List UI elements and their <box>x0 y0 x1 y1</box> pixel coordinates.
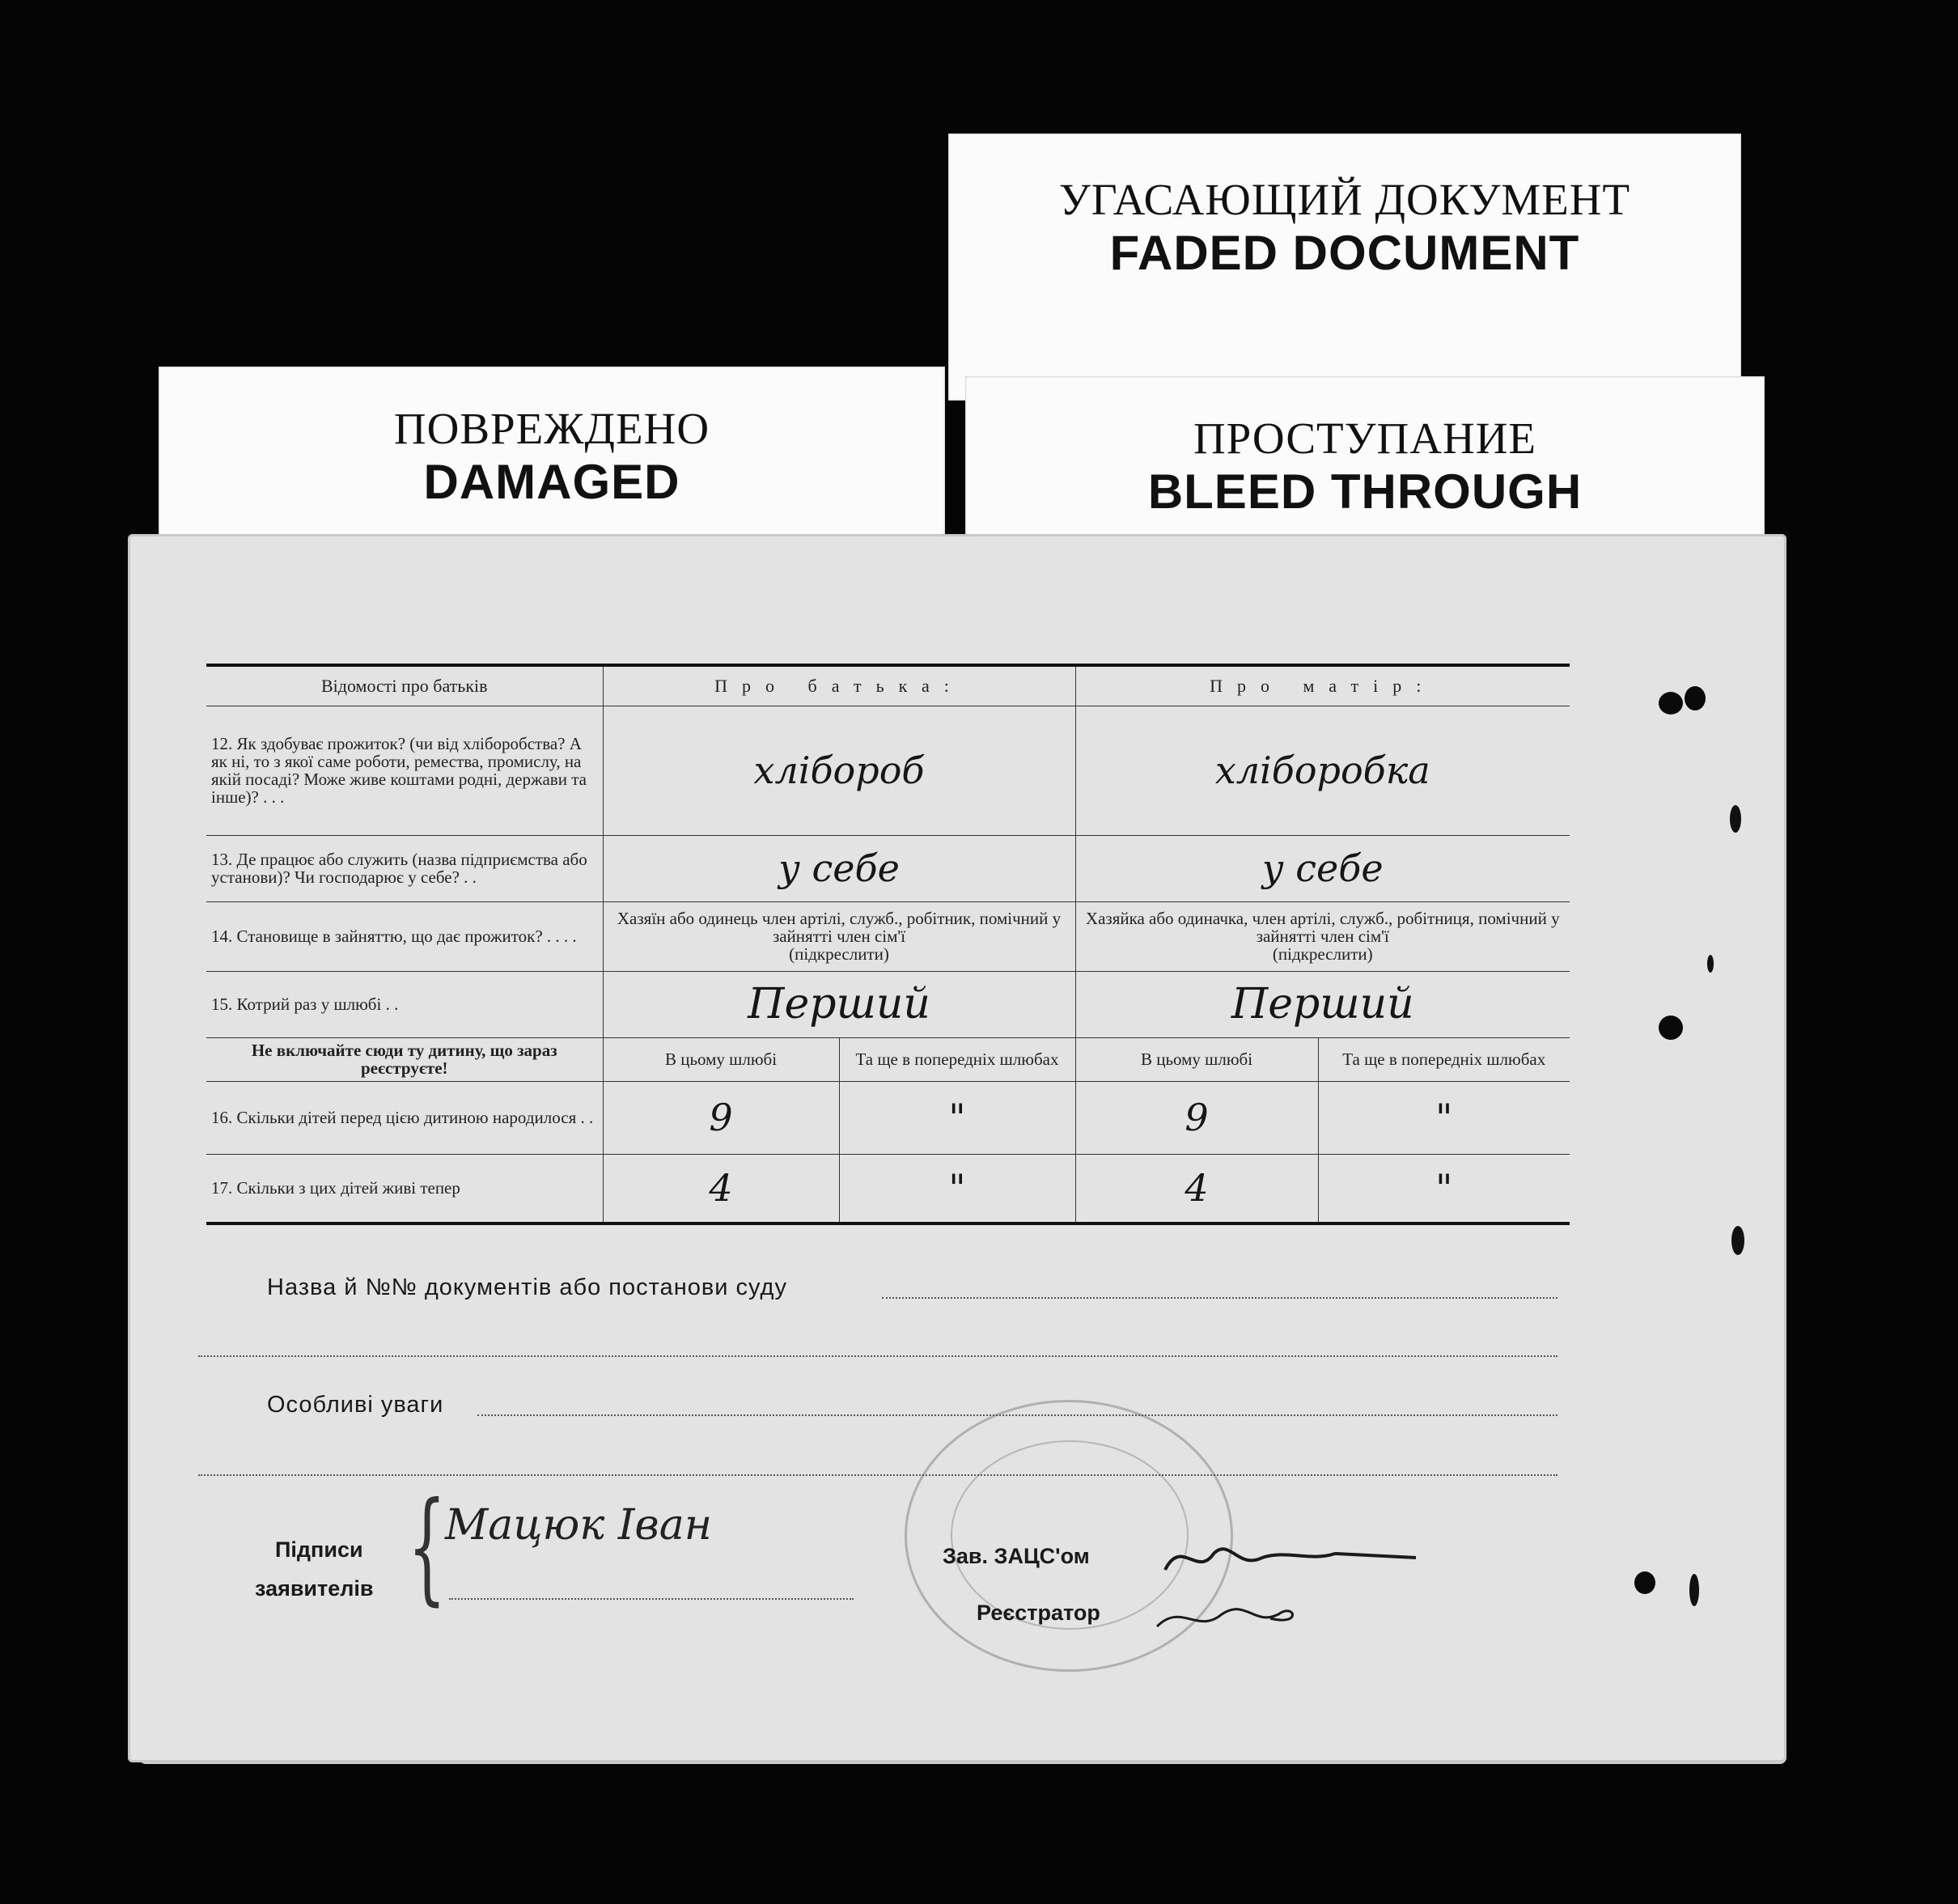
q16-text: 16. Скільки дітей перед цією дитиною народилося . . <box>206 1081 603 1154</box>
q13-father-answer: у себе <box>603 835 1075 901</box>
q17-text: 17. Скільки з цих дітей живі тепер <box>206 1154 603 1223</box>
table-subheader-row <box>206 1037 1570 1081</box>
signatures-label-line1: Підписи <box>275 1537 363 1562</box>
q14-mother-options-text: Хазяйка або одиначка, член артілі, служб., робітниця, помічний у зайнятті член сім'ї <box>1085 909 1560 946</box>
q16-value: 9 <box>603 1081 839 1154</box>
children-note: Не включайте сюди ту дитину, що зараз реєструєте! <box>206 1037 603 1081</box>
parents-info-table <box>206 664 1570 1225</box>
applicant-signature-line <box>449 1598 854 1600</box>
bleed-card-ru: ПРОСТУПАНИЕ <box>1193 413 1537 463</box>
faded-card-en: FADED DOCUMENT <box>1109 226 1580 280</box>
q12-mother-answer: хліборобка <box>1075 706 1570 835</box>
tear-mark <box>1731 1226 1744 1255</box>
table-row-q17 <box>206 1154 1570 1223</box>
header-mother: Про матір: <box>1075 665 1570 706</box>
q14-father-options-text: Хазяїн або одинець член артілі, служб., робітник, помічний у зайнятті член сім'ї <box>617 909 1062 946</box>
table-header-row <box>206 665 1570 706</box>
punch-hole <box>1659 1016 1683 1040</box>
q13-text: 13. Де працює або служить (назва підприємства або установи)? Чи господарює у себе? . . <box>206 835 603 901</box>
documents-dotted-line <box>882 1297 1558 1299</box>
q12-text: 12. Як здобуває прожиток? (чи від хліборобства? А як ні, то з якої саме роботи, ремества, промислу, на якій посаді? Може живе коштами родні, держави та інше)? . . . <box>206 706 603 835</box>
q17-value: 4 <box>1075 1154 1318 1223</box>
q15-father-answer: Перший <box>603 971 1075 1037</box>
table-row-q12 <box>206 706 1570 835</box>
remarks-field-label: Особливі уваги <box>267 1392 444 1418</box>
head-of-registry-label: Зав. ЗАЦС'ом <box>943 1544 1090 1568</box>
header-parents-info: Відомості про батьків <box>206 665 603 706</box>
registrar-signature-scribble <box>1149 1521 1424 1643</box>
table-row-q13 <box>206 835 1570 901</box>
remarks-dotted-line-2 <box>198 1474 1558 1476</box>
damaged-card-en: DAMAGED <box>423 455 680 509</box>
signatures-label-line2: заявителів <box>255 1576 374 1601</box>
applicant-signature: Мацюк Іван <box>445 1501 712 1550</box>
documents-dotted-line-2 <box>198 1355 1558 1357</box>
mother-prev-marriages-header: Та ще в попередніх шлюбах <box>1318 1037 1570 1081</box>
damaged-card-ru: ПОВРЕЖДЕНО <box>393 404 710 453</box>
father-prev-marriages-header: Та ще в попередніх шлюбах <box>839 1037 1075 1081</box>
punch-hole <box>1685 686 1706 710</box>
q14-mother-options <box>1075 901 1570 971</box>
damaged-card <box>159 367 945 545</box>
q14-mother-note: (підкреслити) <box>1272 944 1373 964</box>
q17-value: " <box>839 1154 1075 1223</box>
header-father: Про батька: <box>603 665 1075 706</box>
mother-this-marriage-header: В цьому шлюбі <box>1075 1037 1318 1081</box>
bleed-card-en: BLEED THROUGH <box>1147 464 1583 519</box>
registrar-label: Реєстратор <box>977 1601 1100 1625</box>
table-row-q14 <box>206 901 1570 971</box>
tear-mark <box>1689 1574 1699 1606</box>
bleed-through-card <box>965 376 1765 546</box>
q15-text: 15. Котрий раз у шлюбі . . <box>206 971 603 1037</box>
q16-value: " <box>839 1081 1075 1154</box>
father-this-marriage-header: В цьому шлюбі <box>603 1037 839 1081</box>
punch-hole <box>1634 1571 1655 1594</box>
q12-father-answer: хлібороб <box>603 706 1075 835</box>
documents-field-label: Назва й №№ документів або постанови суду <box>267 1274 787 1300</box>
punch-hole <box>1659 692 1683 715</box>
tear-mark <box>1730 805 1741 833</box>
table-row-q16 <box>206 1081 1570 1154</box>
q17-value: 4 <box>603 1154 839 1223</box>
q14-text: 14. Становище в зайняттю, що дає прожиток? . . . . <box>206 901 603 971</box>
q13-mother-answer: у себе <box>1075 835 1570 901</box>
brace-mark: { <box>407 1477 447 1618</box>
q14-father-note: (підкреслити) <box>789 944 889 964</box>
q16-value: " <box>1318 1081 1570 1154</box>
tear-mark <box>1707 955 1714 973</box>
q17-value: " <box>1318 1154 1570 1223</box>
faded-card-ru: УГАСАЮЩИЙ ДОКУМЕНТ <box>1058 175 1631 224</box>
faded-document-card <box>948 134 1741 401</box>
q16-value: 9 <box>1075 1081 1318 1154</box>
table-row-q15 <box>206 971 1570 1037</box>
q15-mother-answer: Перший <box>1075 971 1570 1037</box>
q14-father-options <box>603 901 1075 971</box>
